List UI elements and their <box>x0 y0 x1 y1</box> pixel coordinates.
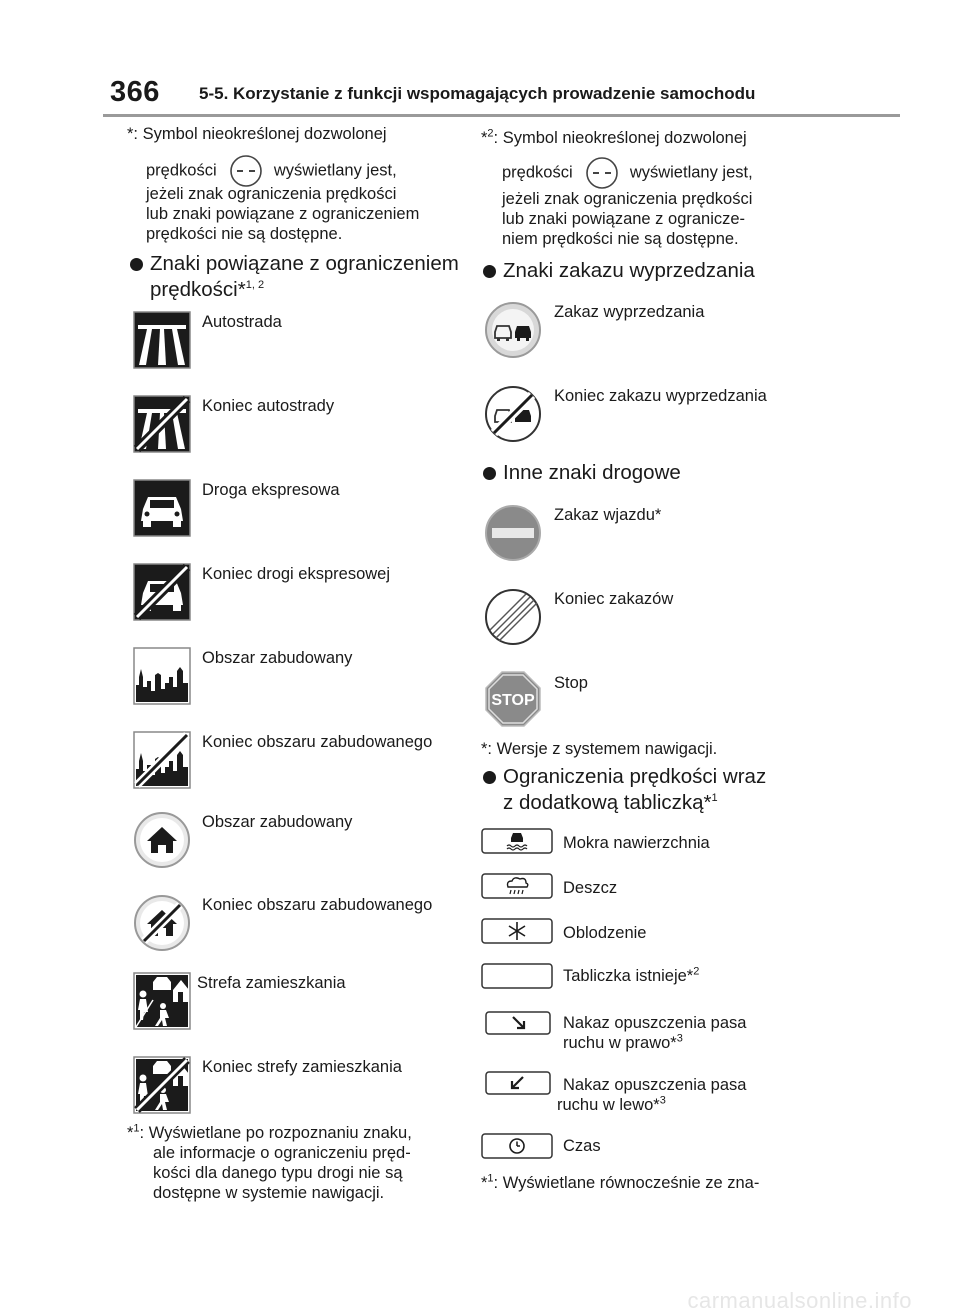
no-entry-sign-icon <box>484 504 542 562</box>
sign-label: Koniec obszaru zabudowanego <box>202 733 433 751</box>
sign-label: Strefa zamieszkania <box>197 974 346 992</box>
clock-plate-icon <box>481 1133 553 1159</box>
note-star-line2: prędkości wyświetlany jest, <box>146 154 397 188</box>
no-overtaking-sign-icon <box>484 301 542 359</box>
sign-label: Droga ekspresowa <box>202 481 340 499</box>
plate-label: Nakaz opuszczenia pasa ruchu w prawo*$^3$ <box>563 1014 747 1052</box>
unknown-speed-icon <box>229 154 263 188</box>
section-heading-plates: Ograniczenia prędkości wraz z dodatkową tabliczką*$^1$ <box>503 765 767 814</box>
plate-label: Tabliczka istnieje*$^2$ <box>563 965 700 985</box>
exit-left-plate-icon <box>485 1071 557 1097</box>
wet-road-plate-icon <box>481 828 553 854</box>
note-2-line2: prędkości wyświetlany jest, <box>502 156 753 190</box>
section-heading-speed-related: Znaki powiązane z ograniczeniem prędkości*$^{1, 2}$ <box>150 252 459 301</box>
unknown-speed-icon <box>585 156 619 190</box>
watermark: carmanualsonline.info <box>687 1288 912 1313</box>
end-of-motorway-sign-icon <box>133 395 191 453</box>
end-of-residential-zone-sign-icon <box>133 1056 191 1114</box>
sign-label: Stop <box>554 674 588 692</box>
section-heading-overtaking: Znaki zakazu wyprzedzania <box>503 259 755 282</box>
footnote-1: *$^1$: Wyświetlane po rozpoznaniu znaku, ale informacje o ograniczeniu pręd- kości dla danego typu drogi nie są dostępne w systemie nawigacji. <box>127 1122 412 1202</box>
bullet-icon <box>483 467 496 480</box>
sign-label: Koniec obszaru zabudowanego <box>202 896 433 914</box>
plate-label: Deszcz <box>563 879 618 897</box>
note-2-body: jeżeli znak ograniczenia prędkości lub znaki powiązane z ogranicze- niem prędkości nie są dostępne. <box>502 190 753 248</box>
sign-label: Koniec autostrady <box>202 397 335 415</box>
section-heading-other: Inne znaki drogowe <box>503 461 681 484</box>
stop-sign-icon <box>484 670 542 728</box>
sign-label: Zakaz wyprzedzania <box>554 303 705 321</box>
expressway-sign-icon <box>133 479 191 537</box>
end-of-restrictions-sign-icon <box>484 588 542 646</box>
residential-zone-sign-icon <box>133 972 191 1030</box>
bullet-icon <box>130 258 143 271</box>
ice-plate-icon <box>481 918 553 944</box>
note-star: *: Symbol nieokreślonej dozwolonej <box>127 125 387 143</box>
plate-label: Czas <box>563 1137 601 1155</box>
sign-label: Autostrada <box>202 313 282 331</box>
exit-right-plate-icon <box>485 1011 557 1037</box>
plate-label: Oblodzenie <box>563 924 647 942</box>
plate-label: Mokra nawierzchnia <box>563 834 710 852</box>
rain-plate-icon <box>481 873 553 899</box>
note-2: *$^2$: Symbol nieokreślonej dozwolonej <box>481 127 747 147</box>
note-navigation: *: Wersje z systemem nawigacji. <box>481 740 718 758</box>
svg-text:STOP: STOP <box>491 692 535 709</box>
footer-bar <box>0 1286 960 1313</box>
end-of-expressway-sign-icon <box>133 563 191 621</box>
sign-label: Obszar zabudowany <box>202 813 353 831</box>
sign-label: Koniec zakazu wyprzedzania <box>554 387 767 405</box>
note-star-body: jeżeli znak ograniczenia prędkości lub znaki powiązane z ograniczeniem prędkości nie są dostępne. <box>146 185 420 243</box>
bullet-icon <box>483 771 496 784</box>
end-of-no-overtaking-sign-icon <box>484 385 542 443</box>
sign-label: Koniec strefy zamieszkania <box>202 1058 402 1076</box>
built-up-area-sign-icon <box>133 647 191 705</box>
sign-label: Obszar zabudowany <box>202 649 353 667</box>
sign-label: Zakaz wjazdu* <box>554 506 662 524</box>
sign-label: Koniec drogi ekspresowej <box>202 565 391 583</box>
page-number: 366 <box>110 76 160 108</box>
footnote-right: *$^1$: Wyświetlane równocześnie ze zna- <box>481 1172 760 1192</box>
motorway-sign-icon <box>133 311 191 369</box>
plate-label: Nakaz opuszczenia pasa ruchu w lewo*$^3$ <box>557 1076 747 1114</box>
sign-label: Koniec zakazów <box>554 590 674 608</box>
section-title: 5-5. Korzystanie z funkcji wspomagających prowadzenie samochodu <box>199 84 756 103</box>
header-divider <box>103 114 900 117</box>
end-of-built-up-area-sign-icon <box>133 731 191 789</box>
house-sign-icon <box>133 811 191 869</box>
end-of-house-area-sign-icon <box>133 894 191 952</box>
bullet-icon <box>483 265 496 278</box>
blank-plate-icon <box>481 963 553 989</box>
